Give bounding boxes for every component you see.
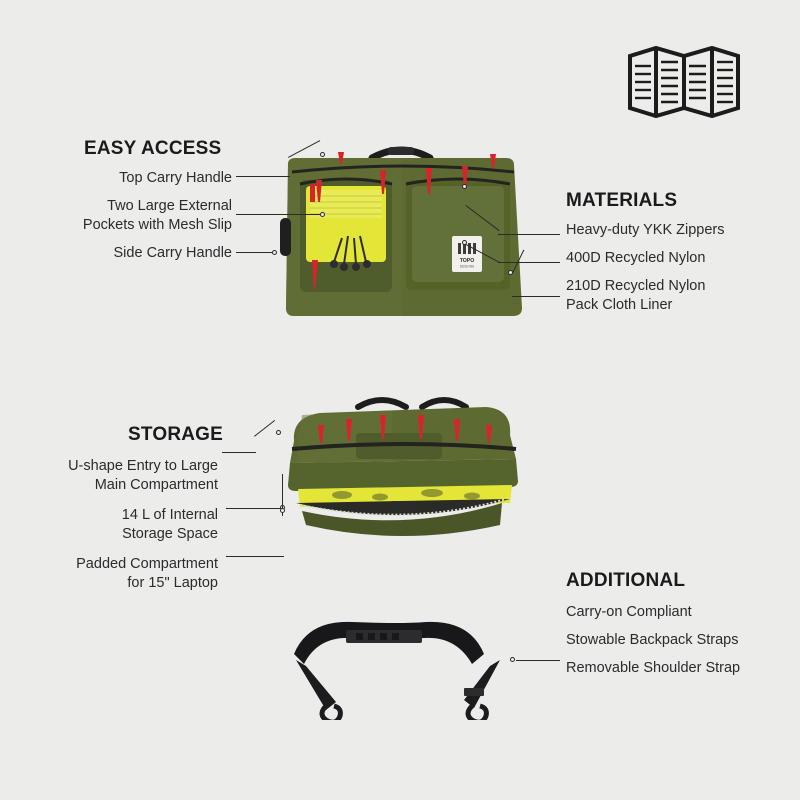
hotspot-padded-compartment (280, 508, 285, 513)
section-storage (20, 424, 224, 593)
label-internal-storage-line1: 14 L of Internal (121, 507, 218, 523)
section-heading-additional: ADDITIONAL (566, 570, 686, 591)
svg-text:DESIGNS: DESIGNS (459, 264, 475, 269)
leader-210d-nylon (512, 296, 560, 297)
label-external-pockets-line1: Two Large External (107, 198, 232, 214)
section-materials (566, 190, 786, 315)
leader-removable-shoulder-strap (516, 660, 560, 661)
product-image-bag-front (276, 140, 526, 335)
hotspot-removable-shoulder-strap (510, 657, 515, 662)
section-additional (566, 570, 786, 678)
hotspot-external-pockets (320, 212, 325, 217)
leader-internal-storage (226, 508, 282, 509)
leader-top-carry-handle (236, 176, 290, 177)
label-internal-storage-line2: Storage Space (122, 526, 218, 542)
label-external-pockets-line2: Pockets with Mesh Slip (82, 217, 232, 233)
leader-400d-nylon (498, 262, 560, 263)
leader-ykk-zippers (498, 234, 560, 235)
leader-u-shape-entry (222, 452, 256, 453)
map-brochure-icon (626, 44, 742, 125)
section-easy-access (20, 138, 232, 263)
label-padded-compartment-line1: Padded Compartment (76, 556, 218, 572)
leader-side-carry-handle (236, 252, 274, 253)
label-side-carry-handle: Side Carry Handle (113, 245, 232, 261)
label-top-carry-handle: Top Carry Handle (119, 170, 232, 186)
label-400d-nylon: 400D Recycled Nylon (566, 250, 706, 266)
product-image-shoulder-strap (280, 610, 520, 725)
hotspot-side-carry-handle (272, 250, 277, 255)
section-heading-easy-access: EASY ACCESS (84, 138, 222, 159)
product-image-bag-open (272, 385, 532, 550)
hotspot-u-shape-entry (276, 430, 281, 435)
label-removable-shoulder-strap: Removable Shoulder Strap (566, 660, 741, 676)
label-stowable-backpack-straps: Stowable Backpack Straps (566, 632, 739, 648)
leader-padded-compartment (226, 556, 284, 557)
label-u-shape-entry-line1: U-shape Entry to Large (68, 458, 218, 474)
label-carry-on-compliant: Carry-on Compliant (566, 604, 692, 620)
section-heading-storage: STORAGE (128, 424, 224, 445)
label-padded-compartment-line2: for 15" Laptop (127, 575, 218, 591)
label-210d-nylon-line1: 210D Recycled Nylon (566, 278, 706, 294)
hotspot-400d-nylon (462, 240, 467, 245)
hotspot-ykk-zippers (462, 184, 467, 189)
leader-external-pockets (236, 214, 322, 215)
label-u-shape-entry-line2: Main Compartment (94, 477, 218, 493)
svg-text:TOPO: TOPO (459, 258, 475, 264)
label-210d-nylon-line2: Pack Cloth Liner (566, 297, 673, 313)
section-heading-materials: MATERIALS (566, 190, 678, 211)
hotspot-top-carry-handle (320, 152, 325, 157)
label-ykk-zippers: Heavy-duty YKK Zippers (566, 222, 725, 238)
hotspot-210d-nylon (508, 270, 513, 275)
